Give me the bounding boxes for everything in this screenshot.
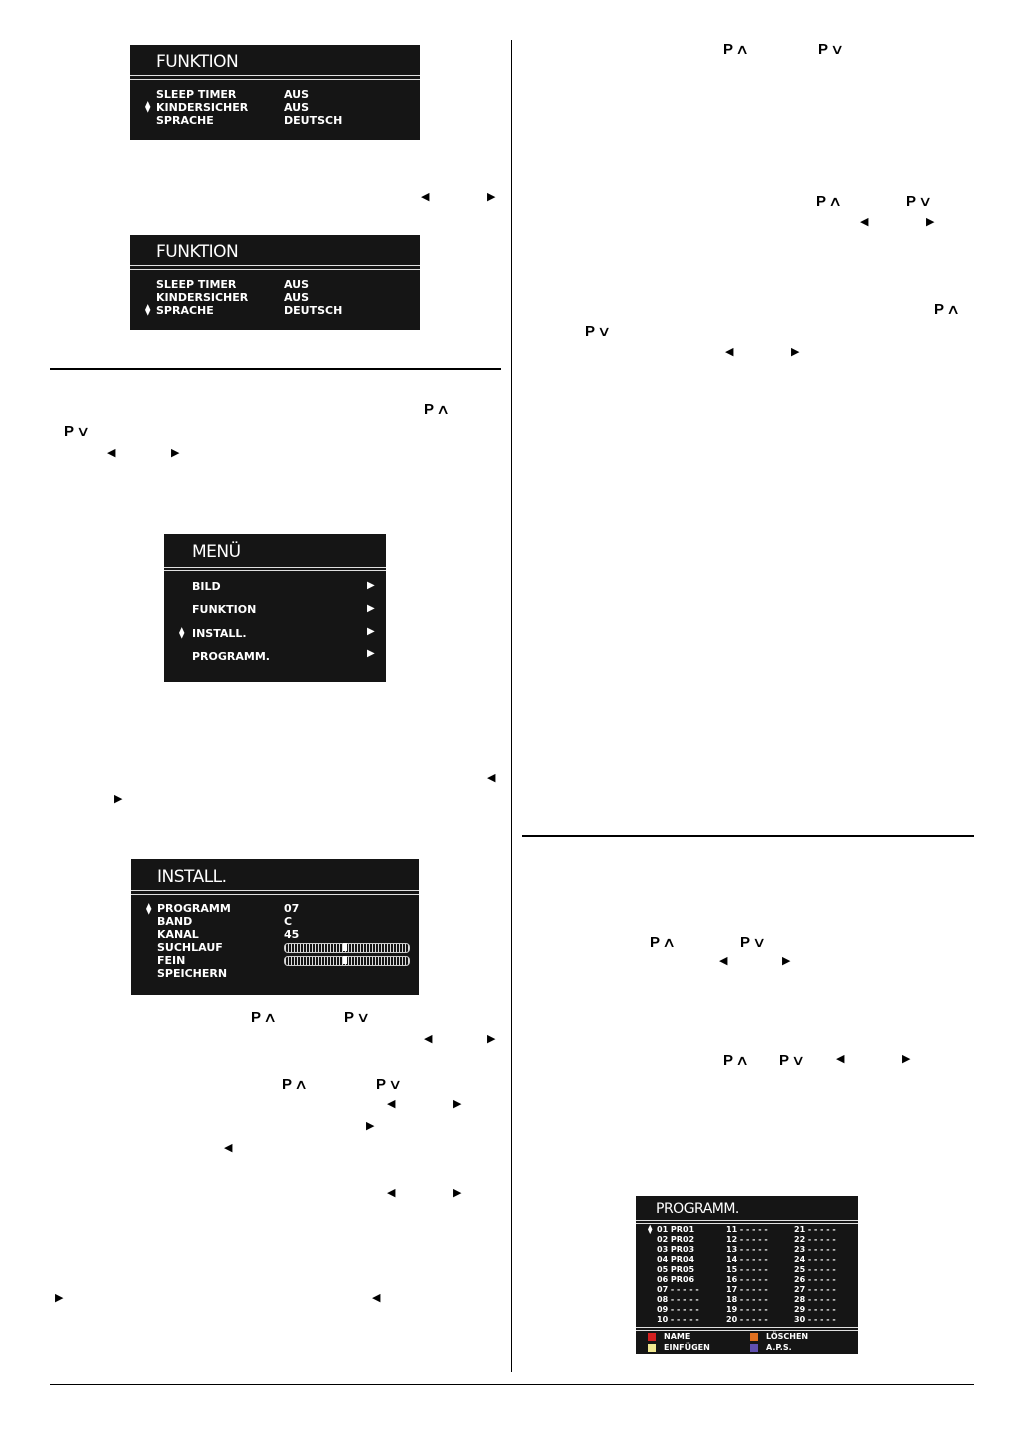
column-divider xyxy=(511,40,512,1372)
main-menu-screen xyxy=(164,534,386,682)
programm-entry: 27 - - - - - xyxy=(794,1285,836,1294)
programm-entry: 09 - - - - - xyxy=(657,1305,699,1314)
programm-entry: 23 - - - - - xyxy=(794,1245,836,1254)
row-label: SPRACHE xyxy=(156,304,214,317)
row-label: KANAL xyxy=(157,928,199,941)
funktion-menu-screen-2 xyxy=(130,235,420,330)
p-down-key-icon: P ∨ xyxy=(818,41,845,58)
programm-entry: 26 - - - - - xyxy=(794,1275,836,1284)
programm-entry: 19 - - - - - xyxy=(726,1305,768,1314)
install-menu-screen xyxy=(131,859,419,995)
funktion-menu-screen-1 xyxy=(130,45,420,140)
row-label: FEIN xyxy=(157,954,186,967)
left-arrow-icon: ◀ xyxy=(387,1187,396,1199)
orange-key-icon xyxy=(750,1333,758,1341)
row-value: AUS xyxy=(284,278,310,291)
programm-title: PROGRAMM. xyxy=(656,1201,739,1217)
section-divider xyxy=(522,835,974,837)
legend-name: NAME xyxy=(648,1332,690,1342)
programm-entry: 04 PR04 xyxy=(657,1255,695,1264)
row-label: KINDERSICHER xyxy=(156,291,249,304)
row-label: SPEICHERN xyxy=(157,967,228,980)
legend-aps: A.P.S. xyxy=(750,1343,792,1353)
right-arrow-icon: ▶ xyxy=(171,447,180,459)
programm-entry: 12 - - - - - xyxy=(726,1235,768,1244)
programm-entry: 18 - - - - - xyxy=(726,1295,768,1304)
row-value: AUS xyxy=(284,88,310,101)
programm-entry: 07 - - - - - xyxy=(657,1285,699,1294)
row-label: BAND xyxy=(157,915,193,928)
programm-entry: 28 - - - - - xyxy=(794,1295,836,1304)
left-arrow-icon: ◀ xyxy=(836,1053,845,1065)
menu-item-funktion: FUNKTION xyxy=(192,603,257,616)
p-down-key-icon: P ∨ xyxy=(344,1009,371,1026)
p-down-key-icon: P ∨ xyxy=(740,934,767,951)
p-up-key-icon: P ∧ xyxy=(723,41,750,58)
p-up-key-icon: P ∧ xyxy=(251,1009,278,1026)
menu-item-programm: PROGRAMM. xyxy=(192,650,270,663)
menu-title: MENÜ xyxy=(192,542,241,562)
p-down-key-icon: P ∨ xyxy=(779,1052,806,1069)
funktion-title: FUNKTION xyxy=(156,52,239,72)
programm-entry: 13 - - - - - xyxy=(726,1245,768,1254)
p-up-key-icon: P ∧ xyxy=(282,1076,309,1093)
cursor-icon: ⧫ xyxy=(146,902,152,915)
p-up-key-icon: P ∧ xyxy=(934,301,961,318)
p-up-key-icon: P ∧ xyxy=(816,193,843,210)
programm-entry: 22 - - - - - xyxy=(794,1235,836,1244)
programm-entry: 10 - - - - - xyxy=(657,1315,699,1324)
left-arrow-icon: ◀ xyxy=(421,191,430,203)
install-title: INSTALL. xyxy=(157,867,227,887)
cursor-icon: ⧫ xyxy=(145,303,151,316)
programm-table-screen xyxy=(636,1196,858,1354)
chevron-right-icon: ▶ xyxy=(367,648,375,659)
row-value: 07 xyxy=(284,902,300,915)
menu-item-bild: BILD xyxy=(192,580,221,593)
programm-entry: 24 - - - - - xyxy=(794,1255,836,1264)
row-value: 45 xyxy=(284,928,300,941)
cursor-icon: ⧫ xyxy=(648,1225,653,1235)
programm-entry: 05 PR05 xyxy=(657,1265,695,1274)
legend-loeschen: LÖSCHEN xyxy=(750,1332,808,1342)
right-arrow-icon: ▶ xyxy=(926,216,935,228)
cursor-icon: ⧫ xyxy=(145,100,151,113)
left-arrow-icon: ◀ xyxy=(107,447,116,459)
cursor-icon: ⧫ xyxy=(179,626,185,639)
right-arrow-icon: ▶ xyxy=(453,1098,462,1110)
right-arrow-icon: ▶ xyxy=(453,1187,462,1199)
right-arrow-icon: ▶ xyxy=(791,346,800,358)
row-value: C xyxy=(284,915,293,928)
programm-entry: 14 - - - - - xyxy=(726,1255,768,1264)
chevron-right-icon: ▶ xyxy=(367,626,375,637)
yellow-key-icon xyxy=(648,1344,656,1352)
p-up-key-icon: P ∧ xyxy=(424,401,451,418)
programm-entry: 29 - - - - - xyxy=(794,1305,836,1314)
programm-entry: 06 PR06 xyxy=(657,1275,695,1284)
chevron-right-icon: ▶ xyxy=(367,580,375,591)
left-arrow-icon: ◀ xyxy=(224,1142,233,1154)
right-arrow-icon: ▶ xyxy=(366,1120,375,1132)
left-arrow-icon: ◀ xyxy=(719,955,728,967)
suchlauf-slider xyxy=(284,943,410,953)
chevron-right-icon: ▶ xyxy=(367,603,375,614)
row-value: DEUTSCH xyxy=(284,114,343,127)
programm-entry: 02 PR02 xyxy=(657,1235,695,1244)
left-arrow-icon: ◀ xyxy=(372,1292,381,1304)
programm-entry: 30 - - - - - xyxy=(794,1315,836,1324)
programm-entry: 15 - - - - - xyxy=(726,1265,768,1274)
programm-entry: 01 PR01 xyxy=(657,1225,695,1234)
programm-entry: 21 - - - - - xyxy=(794,1225,836,1234)
left-arrow-icon: ◀ xyxy=(487,772,496,784)
row-label: SPRACHE xyxy=(156,114,214,127)
p-down-key-icon: P ∨ xyxy=(64,423,91,440)
row-label: KINDERSICHER xyxy=(156,101,249,114)
section-divider xyxy=(50,368,501,370)
p-down-key-icon: P ∨ xyxy=(585,323,612,340)
p-down-key-icon: P ∨ xyxy=(376,1076,403,1093)
programm-entry: 20 - - - - - xyxy=(726,1315,768,1324)
right-arrow-icon: ▶ xyxy=(487,191,496,203)
programm-entry: 16 - - - - - xyxy=(726,1275,768,1284)
menu-item-install: INSTALL. xyxy=(192,627,247,640)
left-arrow-icon: ◀ xyxy=(424,1033,433,1045)
funktion-title: FUNKTION xyxy=(156,242,239,262)
row-label: SLEEP TIMER xyxy=(156,88,237,101)
fein-slider xyxy=(284,956,410,966)
blue-key-icon xyxy=(750,1344,758,1352)
row-value: DEUTSCH xyxy=(284,304,343,317)
programm-entry: 17 - - - - - xyxy=(726,1285,768,1294)
programm-entry: 03 PR03 xyxy=(657,1245,695,1254)
programm-entry: 08 - - - - - xyxy=(657,1295,699,1304)
red-key-icon xyxy=(648,1333,656,1341)
row-value: AUS xyxy=(284,291,310,304)
row-label: PROGRAMM xyxy=(157,902,231,915)
right-arrow-icon: ▶ xyxy=(487,1033,496,1045)
p-down-key-icon: P ∨ xyxy=(906,193,933,210)
right-arrow-icon: ▶ xyxy=(782,955,791,967)
left-arrow-icon: ◀ xyxy=(860,216,869,228)
programm-entry: 25 - - - - - xyxy=(794,1265,836,1274)
left-arrow-icon: ◀ xyxy=(387,1098,396,1110)
legend-einfuegen: EINFÜGEN xyxy=(648,1343,710,1353)
row-value: AUS xyxy=(284,101,310,114)
programm-entry: 11 - - - - - xyxy=(726,1225,768,1234)
row-label: SUCHLAUF xyxy=(157,941,223,954)
row-label: SLEEP TIMER xyxy=(156,278,237,291)
right-arrow-icon: ▶ xyxy=(55,1292,64,1304)
p-up-key-icon: P ∧ xyxy=(650,934,677,951)
p-up-key-icon: P ∧ xyxy=(723,1052,750,1069)
right-arrow-icon: ▶ xyxy=(114,793,123,805)
footer-divider xyxy=(50,1384,974,1385)
right-arrow-icon: ▶ xyxy=(902,1053,911,1065)
left-arrow-icon: ◀ xyxy=(725,346,734,358)
